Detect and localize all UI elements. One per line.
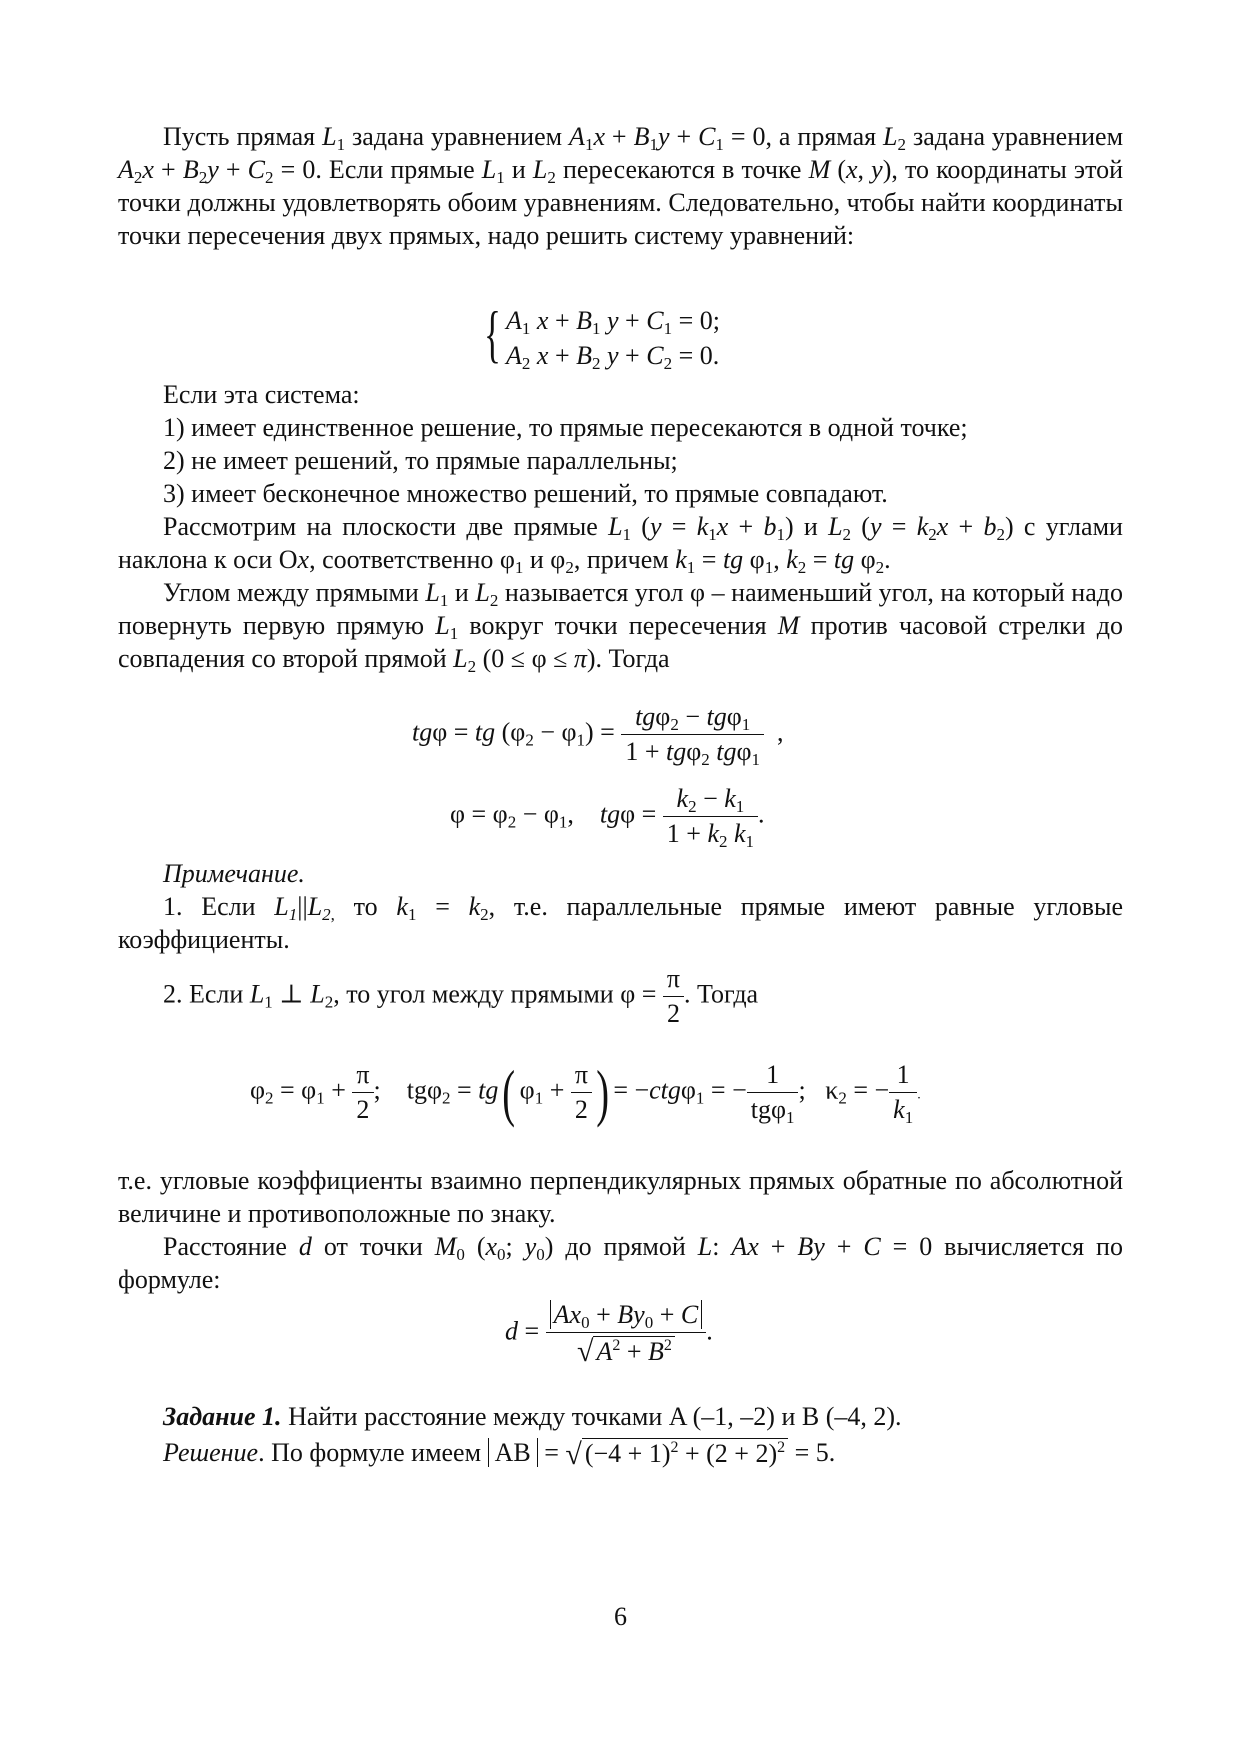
intro-paragraph: Пусть прямая $L_1$ задана уравнением $A_1x + B_1y + C_1 = 0$, а прямая $L_2$ задана уравнением $A_2x + B_2y + C_2 = 0$. Если прямые $L_1$ и $L_2$ пересекаются в точке M (x, y), то координаты этой точки должны удовлетворять обоим уравнениям. Следовательно, чтобы найти координаты точки пересечения двух прямых, надо решить систему уравнений: xyxy=(118,122,1124,250)
case-item-2: 2) не имеет решений, то прямые параллельны; xyxy=(163,446,678,475)
solution-label: Решение xyxy=(163,1438,259,1467)
system-brace: { xyxy=(484,298,501,369)
note-1: 1. Если $L_1||L_{2,}$ то $k_1 = k_2$, т.е. параллельные прямые имеют равные угловые коэффициенты. xyxy=(118,892,1123,954)
page-number: 6 xyxy=(614,1602,627,1631)
formula-angle-slopes: $\varphi = \varphi_2 - \varphi_1$, tgφ = $\frac{k_2 - k_1}{1 + k_2 k_1}$ . xyxy=(450,784,765,851)
distance-paragraph: Расстояние d от точки $M_0$ ($x_0$; $y_0$) до прямой L: Ax + By + C = 0 вычисляется по формуле: xyxy=(118,1232,1123,1294)
system-equation-1: $A_1$ $x + B_1$ $y + C_1 = 0$; xyxy=(506,306,720,338)
task-1 xyxy=(163,1400,902,1433)
task-label: Задание 1. xyxy=(163,1402,282,1431)
solution-text: . По формуле имеем xyxy=(258,1438,482,1467)
system-equation-2: $A_2$ $x + B_2$ $y + C_2 = 0$. xyxy=(506,341,720,373)
perpendicular-conclusion: т.е. угловые коэффициенты взаимно перпендикулярных прямых обратные по абсолютной величине и противоположные по знаку. xyxy=(118,1166,1123,1228)
task-text: Найти расстояние между точками A (–1, –2) и B (–4, 2). xyxy=(288,1402,902,1431)
consider-paragraph: Рассмотрим на плоскости две прямые $L_1$ $(y = k_1x + b_1)$ и $L_2$ $(y = k_2x + b_2)$ с углами наклона к оси Ox, соответственно $\varphi_1$ и $\varphi_2$, причем $k_1$ = tg $\varphi_1$, $k_2$ = tg $\varphi_2$. xyxy=(118,512,1123,577)
note-title: Примечание. xyxy=(163,859,305,888)
case-item-3: 3) имеет бесконечное множество решений, то прямые совпадают. xyxy=(163,479,888,508)
angle-definition-paragraph: Углом между прямыми $L_1$ и $L_2$ называется угол φ – наименьший угол, на который надо повернуть первую прямую $L_1$ вокруг точки пересечения M против часовой стрелки до совпадения со второй прямой $L_2$ (0 ≤ φ ≤ π). Тогда xyxy=(118,578,1123,676)
formula-tan-difference: tgφ = tg $(\varphi_2 - \varphi_1)$ = $\frac{tg\varphi_2 - tg\varphi_1}{1 + tg\varphi_2 tg\varphi_1}$ , xyxy=(412,702,784,769)
solution-line: Решение. По формуле имеем AB = √ $(-4 + 1)^2 + (2 + 2)^2 = 5$. xyxy=(163,1438,836,1472)
case-item-1: 1) имеет единственное решение, то прямые пересекаются в одной точке; xyxy=(163,413,968,442)
formula-distance: d = $\frac{Ax_0 + By_0 + C}{√ A^2 + B^2}$ . xyxy=(505,1300,713,1369)
formula-perpendicular: $\varphi_2 = \varphi_1$ + $\frac{\pi}{2}$ ; tgφ$_2$ = tg( $\varphi_1$ + $\frac{\pi}{2}$ ) = −ctgφ$_1$ = − $\frac{1}{tg\varphi_1}$ ; $\kappa_2$ = − $\frac{1}{k_1}$ . xyxy=(250,1056,921,1128)
if-system-text: Если эта система: xyxy=(163,380,360,409)
note-2: 2. Если $L_1$ ⊥ $L_2$, то угол между прямыми φ = $\frac{\pi}{2}$ . Тогда xyxy=(163,964,759,1028)
